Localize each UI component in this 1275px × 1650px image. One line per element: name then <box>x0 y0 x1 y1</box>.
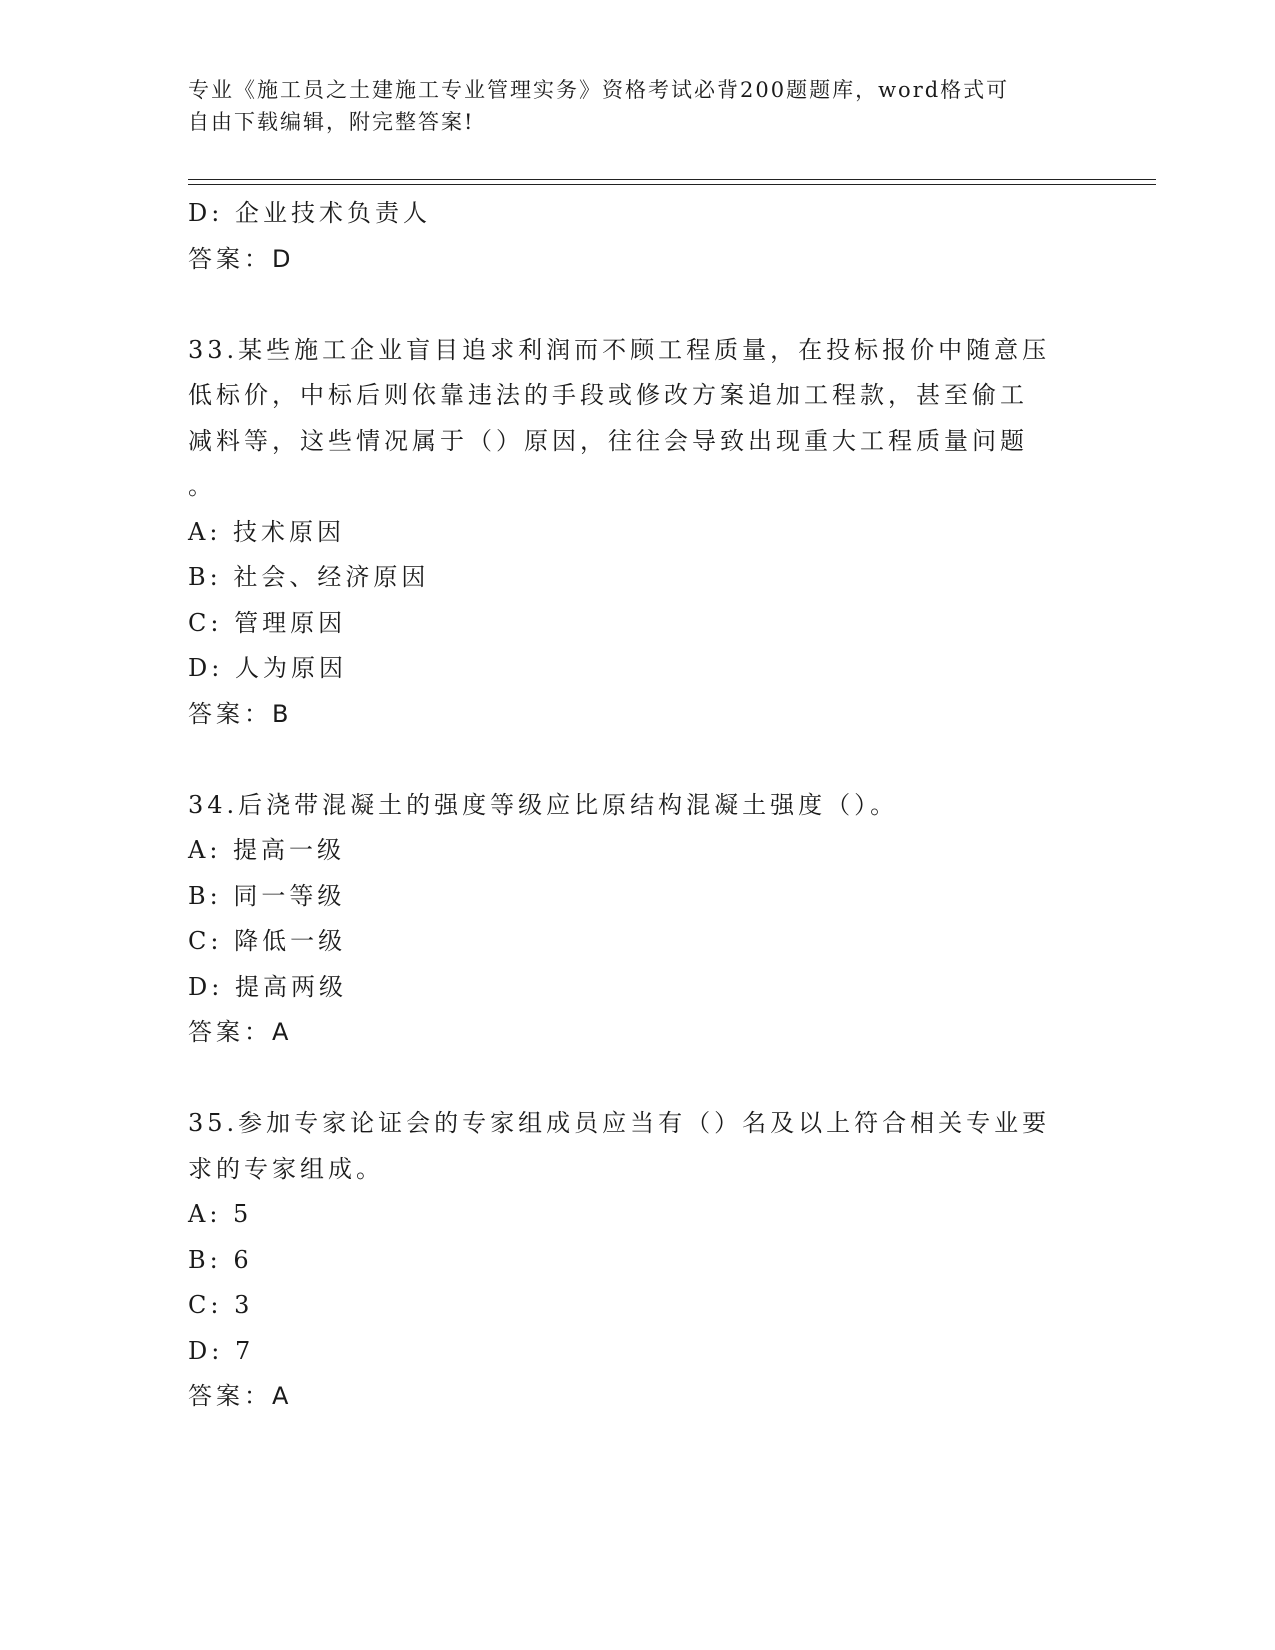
option-b: B: 社会、经济原因 <box>188 563 430 591</box>
header-title-line-2: 自由下载编辑，附完整答案! <box>188 110 475 134</box>
option-a: A: 技术原因 <box>188 517 346 546</box>
answer: 答案：A <box>188 1018 293 1046</box>
option-d: D: 7 <box>188 1336 255 1365</box>
option-b: B: 6 <box>188 1245 253 1274</box>
header-divider-bottom <box>188 184 1156 185</box>
question-text-line: 34.后浇带混凝土的强度等级应比原结构混凝土强度（）。 <box>188 790 899 819</box>
spacer <box>188 1056 1088 1102</box>
question-text-line: 减料等，这些情况属于（）原因，往往会导致出现重大工程质量问题 <box>188 426 1028 455</box>
header-divider-top <box>188 179 1156 180</box>
question-text-line: 35.参加专家论证会的专家组成员应当有（）名及以上符合相关专业要 <box>188 1109 1051 1137</box>
option-c: C: 3 <box>188 1291 254 1319</box>
question-text-line: 低标价，中标后则依靠违法的手段或修改方案追加工程款，甚至偷工 <box>188 381 1028 409</box>
carryover-option-d: D: 企业技术负责人 <box>188 199 431 227</box>
spacer <box>188 282 1088 328</box>
header-title-line-1: 专业《施工员之土建施工专业管理实务》资格考试必背200题题库，word格式可 <box>188 78 1010 102</box>
option-d: D: 提高两级 <box>188 972 347 1001</box>
question-text-line: 33.某些施工企业盲目追求利润而不顾工程质量，在投标报价中随意压 <box>188 335 1051 364</box>
spacer <box>188 737 1088 783</box>
option-b: B: 同一等级 <box>188 881 346 910</box>
answer: 答案：B <box>188 699 293 728</box>
question-content <box>188 191 1088 1420</box>
option-a: A: 提高一级 <box>188 836 346 864</box>
option-c: C: 管理原因 <box>188 608 347 637</box>
question-34 <box>188 783 1088 1056</box>
question-text-line: 。 <box>188 472 216 500</box>
option-a: A: 5 <box>188 1200 253 1228</box>
option-c: C: 降低一级 <box>188 927 347 955</box>
question-33 <box>188 328 1088 738</box>
question-35 <box>188 1101 1088 1420</box>
answer: 答案：A <box>188 1382 293 1410</box>
carryover-answer: 答案：D <box>188 244 295 273</box>
document-header <box>188 74 1068 138</box>
option-d: D: 人为原因 <box>188 654 347 682</box>
question-text-line: 求的专家组成。 <box>188 1154 384 1183</box>
